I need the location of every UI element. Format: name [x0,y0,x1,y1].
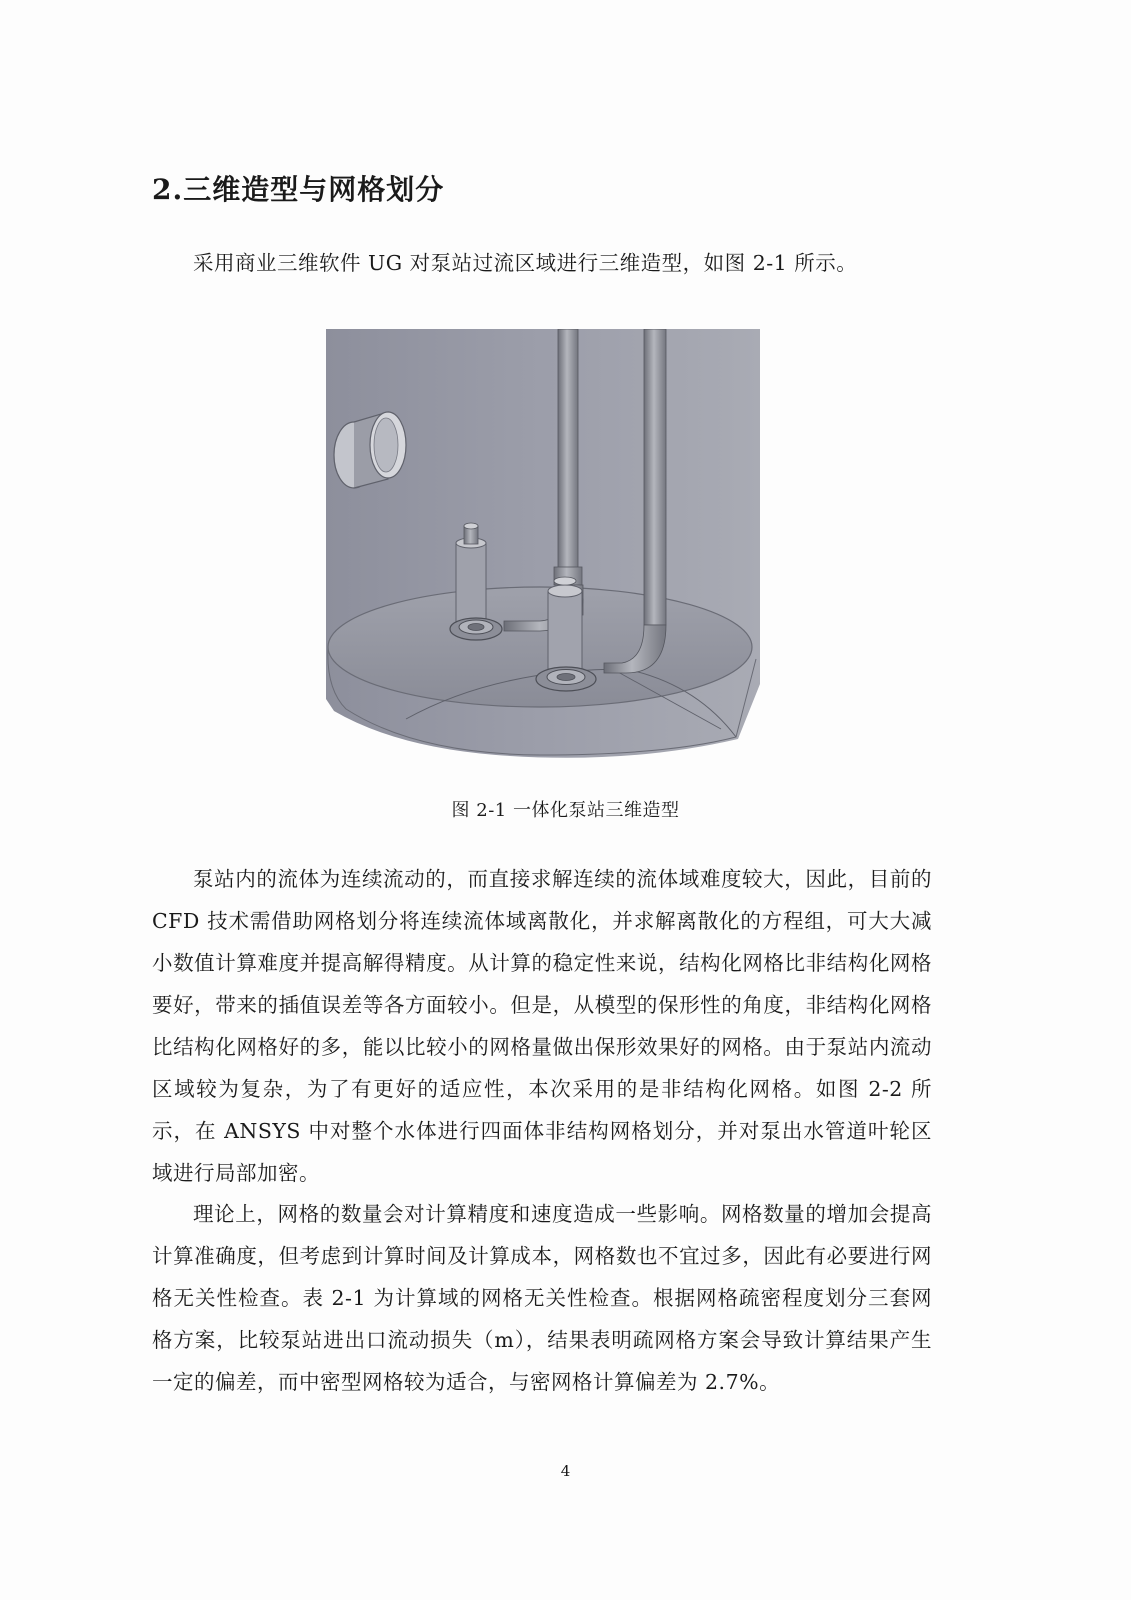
intro-paragraph: 采用商业三维软件 UG 对泵站过流区域进行三维造型，如图 2-1 所示。 [193,251,858,275]
body-paragraph-mesh-method: 泵站内的流体为连续流动的，而直接求解连续的流体域难度较大，因此，目前的 CFD 技术需借助网格划分将连续流体域离散化，并求解离散化的方程组，可大大减小数值计算难度并提高解得精度。从计算的稳定性来说，结构化网格比非结构化网格要好，带来的插值误差等各方面较小。但是，从模型的保形性的角度，非结构化网格比结构化网格好的多，能以比较小的网格量做出保形效果好的网格。由于泵站内流动区域较为复杂，为了有更好的适应性，本次采用的是非结构化网格。如图 2-2 所示，在 ANSYS 中对整个水体进行四面体非结构网格划分，并对泵出水管道叶轮区域进行局部加密。 [152,867,932,1185]
pump-station-3d-model-image [326,329,760,761]
pump-station-3d-model-figure [326,329,760,761]
page-number: 4 [560,1462,571,1480]
section-heading: 2.三维造型与网格划分 [152,173,445,206]
figure-caption: 图 2-1 一体化泵站三维造型 [451,800,680,821]
body-paragraph-mesh-independence: 理论上，网格的数量会对计算精度和速度造成一些影响。网格数量的增加会提高计算准确度，但考虑到计算时间及计算成本，网格数也不宜过多，因此有必要进行网格无关性检查。表 2-1 为计算域的网格无关性检查。根据网格疏密程度划分三套网格方案，比较泵站进出口流动损失（m），结果表明疏网格方案会导致计算结果产生一定的偏差，而中密型网格较为适合，与密网格计算偏差为 2.7%。 [152,1202,932,1394]
